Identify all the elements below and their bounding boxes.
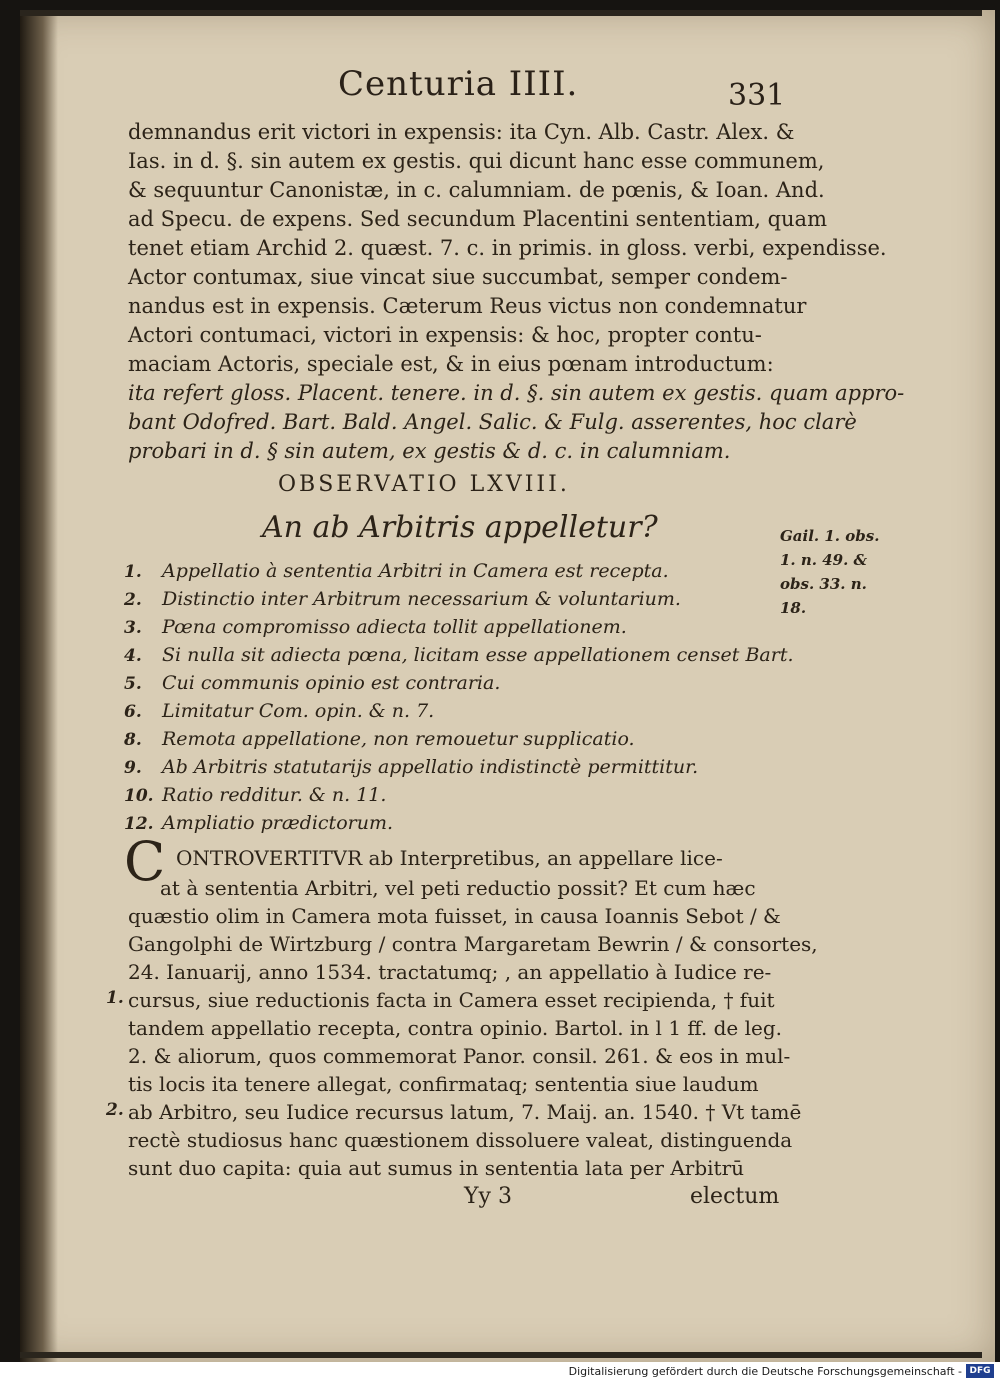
page-gutter-shadow xyxy=(20,10,58,1362)
text-line: ita refert gloss. Placent. tenere. in d. §. sin autem ex gestis. quam appro- xyxy=(128,381,905,405)
summary-number: 1. xyxy=(124,562,142,582)
text-line: Actor contumax, siue vincat siue succumbat, semper condem- xyxy=(128,265,788,289)
body-line: cursus, siue reductionis facta in Camera esset recipienda, † fuit xyxy=(128,988,775,1012)
body-line: rectè studiosus hanc quæstionem dissoluere valeat, distinguenda xyxy=(128,1128,793,1152)
summary-number: 8. xyxy=(124,730,142,750)
summary-text: Remota appellatione, non remouetur supplicatio. xyxy=(162,728,635,750)
margin-reference-number: 2. xyxy=(106,1100,124,1120)
funding-credit: Digitalisierung gefördert durch die Deutsche Forschungsgemeinschaft - xyxy=(568,1365,962,1378)
summary-text: Appellatio à sententia Arbitri in Camera est recepta. xyxy=(162,560,669,582)
text-line: bant Odofred. Bart. Bald. Angel. Salic. & Fulg. asserentes, hoc clarè xyxy=(128,410,857,434)
text-line: maciam Actoris, speciale est, & in eius pœnam introductum: xyxy=(128,352,774,376)
catchword: electum xyxy=(690,1184,780,1209)
margin-note-line: Gail. 1. obs. xyxy=(780,527,880,545)
text-line: demnandus erit victori in expensis: ita Cyn. Alb. Castr. Alex. & xyxy=(128,120,795,144)
summary-text: Distinctio inter Arbitrum necessarium & voluntarium. xyxy=(162,588,681,610)
bottom-border xyxy=(20,1352,982,1358)
body-line: ab Arbitro, seu Iudice recursus latum, 7. Maij. an. 1540. † Vt tamē xyxy=(128,1100,802,1124)
body-line: ONTROVERTITVR ab Interpretibus, an appellare lice- xyxy=(176,846,723,870)
body-line: 24. Ianuarij, anno 1534. tractatumq; , an appellatio à Iudice re- xyxy=(128,960,772,984)
summary-number: 10. xyxy=(124,786,154,806)
margin-note-line: 18. xyxy=(780,599,807,617)
dfg-logo: DFG xyxy=(966,1364,994,1378)
body-line: tandem appellatio recepta, contra opinio. Bartol. in l 1 ff. de leg. xyxy=(128,1016,782,1040)
summary-text: Pœna compromisso adiecta tollit appellationem. xyxy=(162,616,627,638)
summary-number: 3. xyxy=(124,618,142,638)
summary-number: 4. xyxy=(124,646,142,666)
observatio-title: OBSERVATIO LXVIII. xyxy=(278,472,570,497)
text-line: & sequuntur Canonistæ, in c. calumniam. de pœnis, & Ioan. And. xyxy=(128,178,825,202)
signature-mark: Yy 3 xyxy=(464,1184,512,1209)
summary-number: 12. xyxy=(124,814,154,834)
observatio-question: An ab Arbitris appelletur? xyxy=(262,510,658,545)
summary-text: Limitatur Com. opin. & n. 7. xyxy=(162,700,435,722)
body-line: tis locis ita tenere allegat, confirmataq; sententia siue laudum xyxy=(128,1072,759,1096)
body-line: at à sententia Arbitri, vel peti reductio possit? Et cum hæc xyxy=(160,876,756,900)
text-line: Actori contumaci, victori in expensis: & hoc, propter contu- xyxy=(128,323,762,347)
text-line: ad Specu. de expens. Sed secundum Placentini sententiam, quam xyxy=(128,207,827,231)
drop-cap: C xyxy=(124,830,166,893)
summary-text: Ratio redditur. & n. 11. xyxy=(162,784,387,806)
text-line: tenet etiam Archid 2. quæst. 7. c. in primis. in gloss. verbi, expendisse. xyxy=(128,236,887,260)
summary-text: Cui communis opinio est contraria. xyxy=(162,672,501,694)
body-line: 2. & aliorum, quos commemorat Panor. consil. 261. & eos in mul- xyxy=(128,1044,791,1068)
summary-number: 9. xyxy=(124,758,142,778)
body-line: sunt duo capita: quia aut sumus in sententia lata per Arbitrū xyxy=(128,1156,745,1180)
summary-text: Si nulla sit adiecta pœna, licitam esse appellationem censet Bart. xyxy=(162,644,794,666)
text-line: nandus est in expensis. Cæterum Reus victus non condemnatur xyxy=(128,294,807,318)
summary-text: Ampliatio prædictorum. xyxy=(162,812,394,834)
summary-number: 2. xyxy=(124,590,142,610)
digitization-footer xyxy=(0,1362,1000,1382)
margin-note-line: obs. 33. n. xyxy=(780,575,867,593)
top-border xyxy=(20,10,982,16)
summary-text: Ab Arbitris statutarijs appellatio indistinctè permittitur. xyxy=(162,756,699,778)
summary-number: 5. xyxy=(124,674,142,694)
margin-note-line: 1. n. 49. & xyxy=(780,551,868,569)
page-number: 331 xyxy=(728,78,786,113)
text-line: Ias. in d. §. sin autem ex gestis. qui dicunt hanc esse communem, xyxy=(128,149,825,173)
body-line: quæstio olim in Camera mota fuisset, in causa Ioannis Sebot / & xyxy=(128,904,781,928)
margin-reference-number: 1. xyxy=(106,988,124,1008)
body-line: Gangolphi de Wirtzburg / contra Margaretam Bewrin / & consortes, xyxy=(128,932,818,956)
text-line: probari in d. § sin autem, ex gestis & d. c. in calumniam. xyxy=(128,439,731,463)
running-title: Centuria IIII. xyxy=(338,64,579,104)
summary-number: 6. xyxy=(124,702,142,722)
